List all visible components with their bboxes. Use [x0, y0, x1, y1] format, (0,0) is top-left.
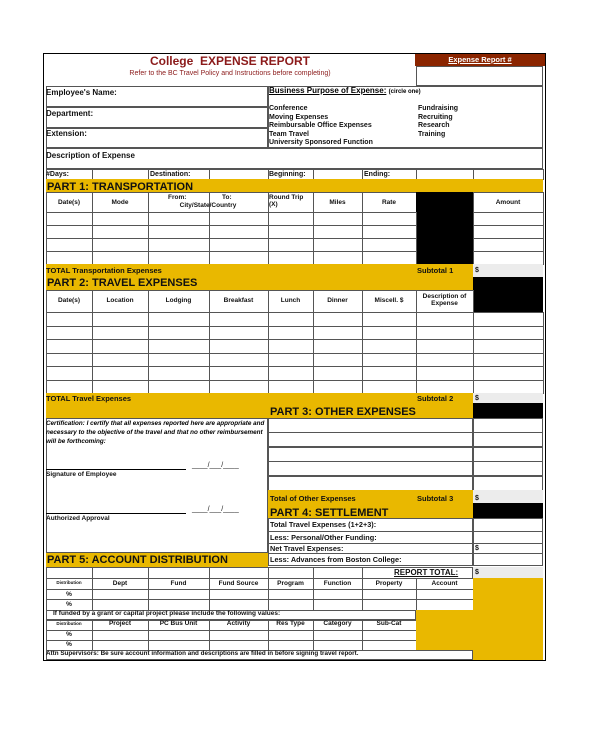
business-purpose-label: Business Purpose of Expense:: [269, 86, 387, 95]
col-city: City/State/Country: [179, 202, 237, 209]
settlement-row: Less: Personal/Other Funding:: [270, 533, 377, 542]
col-round-trip: Round Trip (X): [269, 194, 304, 209]
signature-label: Signature of Employee: [46, 471, 117, 478]
col-dates: Date(s): [57, 297, 81, 304]
report-total-currency: $: [475, 569, 479, 576]
signature-line[interactable]: [46, 469, 186, 470]
purpose-option[interactable]: Training: [418, 130, 446, 138]
total-transportation-label: TOTAL Transportation Expenses: [46, 266, 162, 275]
expense-report-number-input[interactable]: [416, 66, 543, 86]
purpose-option[interactable]: Reimbursable Office Expenses: [269, 122, 372, 130]
settlement-row: Less: Advances from Boston College:: [270, 555, 402, 564]
employee-name-label: Employee's Name:: [46, 88, 117, 97]
col-dinner: Dinner: [327, 297, 348, 304]
col-fund-source: Fund Source: [218, 580, 259, 587]
report-title: [44, 54, 416, 68]
certification-text: Certification: I certify that all expenses reported here are appropriate and necessary to the objective of the travel and that no other reimbursement will be forthcoming:: [46, 420, 265, 445]
destination-label: Destination:: [150, 171, 191, 178]
col-sub-cat: Sub-Cat: [376, 620, 402, 627]
business-purpose-hint: (circle one): [388, 89, 421, 95]
col-distribution: Distribution: [56, 580, 82, 585]
col-dept: Dept: [112, 580, 128, 587]
settlement-row: Net Travel Expenses:: [270, 544, 344, 553]
part4-title: PART 4: SETTLEMENT: [270, 507, 389, 519]
subtotal3-currency: $: [475, 495, 479, 502]
col-mode: Mode: [111, 199, 129, 206]
col-miles: Miles: [329, 199, 346, 206]
subtotal3-label: Subtotal 3: [417, 494, 454, 503]
grant-note: If funded by a grant or capital project please include the following values:: [53, 610, 281, 617]
footer-note: Attn Supervisors: Be sure account information and descriptions are filled in before signing travel report.: [46, 650, 359, 657]
purpose-option[interactable]: Moving Expenses: [269, 113, 329, 121]
col-account: Account: [431, 580, 458, 587]
purpose-options-right: [418, 105, 458, 139]
report-total-label: REPORT TOTAL:: [394, 568, 459, 577]
subtotal1-currency: $: [475, 267, 479, 274]
approval-line[interactable]: [46, 513, 186, 514]
beginning-label: Beginning:: [269, 171, 306, 178]
part3-title: PART 3: OTHER EXPENSES: [270, 406, 416, 418]
total-travel-label: TOTAL Travel Expenses: [46, 394, 132, 403]
part1-title: PART 1: TRANSPORTATION: [47, 181, 194, 193]
col-fund: Fund: [170, 580, 187, 587]
col-lodging: Lodging: [165, 297, 192, 304]
expense-report-number-label: Expense Report #: [415, 54, 545, 66]
title-label: EXPENSE REPORT: [199, 54, 311, 68]
college-label: College: [149, 54, 194, 68]
part2-title: PART 2: TRAVEL EXPENSES: [47, 277, 198, 289]
purpose-options-left: [269, 105, 373, 148]
purpose-option[interactable]: Fundraising: [418, 105, 459, 112]
col-dates: Date(s): [57, 199, 81, 206]
percent-label: %: [66, 591, 72, 598]
percent-label: %: [66, 601, 72, 608]
col-project: Project: [108, 620, 132, 627]
col-property: Property: [375, 580, 403, 587]
subtitle: Refer to the BC Travel Policy and Instructions before completing): [129, 70, 331, 77]
col-pc-bus-unit: PC Bus Unit: [159, 620, 198, 627]
ending-label: Ending:: [364, 171, 391, 178]
subtotal2-currency: $: [475, 395, 479, 402]
percent-label: %: [66, 641, 72, 648]
part5-title: PART 5: ACCOUNT DISTRIBUTION: [47, 554, 228, 566]
col-to: To:: [222, 194, 232, 201]
net-currency: $: [475, 545, 479, 552]
purpose-option[interactable]: Team Travel: [269, 130, 309, 138]
extension-label: Extension:: [46, 129, 87, 138]
total-other-label: Total of Other Expenses: [270, 494, 356, 503]
col-location: Location: [106, 297, 134, 304]
col-distribution: Distribution: [56, 621, 82, 626]
col-program: Program: [277, 580, 304, 587]
business-purpose: [269, 86, 421, 95]
col-description: Description of Expense: [422, 293, 467, 308]
col-rate: Rate: [381, 199, 397, 206]
col-res-type: Res Type: [276, 620, 305, 627]
department-label: Department:: [46, 109, 94, 118]
signature-date[interactable]: ____/___/____: [192, 462, 239, 469]
purpose-option[interactable]: Conference: [269, 105, 308, 112]
purpose-option[interactable]: University Sponsored Function: [269, 139, 373, 147]
purpose-option[interactable]: Recruiting: [418, 113, 453, 121]
purpose-option[interactable]: Research: [418, 122, 450, 130]
col-miscell: Miscell. $: [374, 297, 404, 304]
col-activity: Activity: [226, 620, 251, 627]
description-label: Description of Expense: [46, 151, 135, 160]
col-category: Category: [323, 620, 352, 627]
col-amount: Amount: [495, 199, 521, 206]
subtotal2-label: Subtotal 2: [417, 394, 454, 403]
col-function: Function: [323, 580, 352, 587]
days-label: #Days:: [46, 171, 69, 178]
col-breakfast: Breakfast: [223, 297, 254, 304]
approval-label: Authorized Approval: [46, 515, 110, 522]
subtotal1-label: Subtotal 1: [417, 266, 454, 275]
col-lunch: Lunch: [280, 297, 301, 304]
percent-label: %: [66, 631, 72, 638]
settlement-row: Total Travel Expenses (1+2+3):: [270, 520, 377, 529]
col-from: From:: [168, 194, 187, 201]
approval-date[interactable]: ____/___/____: [192, 506, 239, 513]
